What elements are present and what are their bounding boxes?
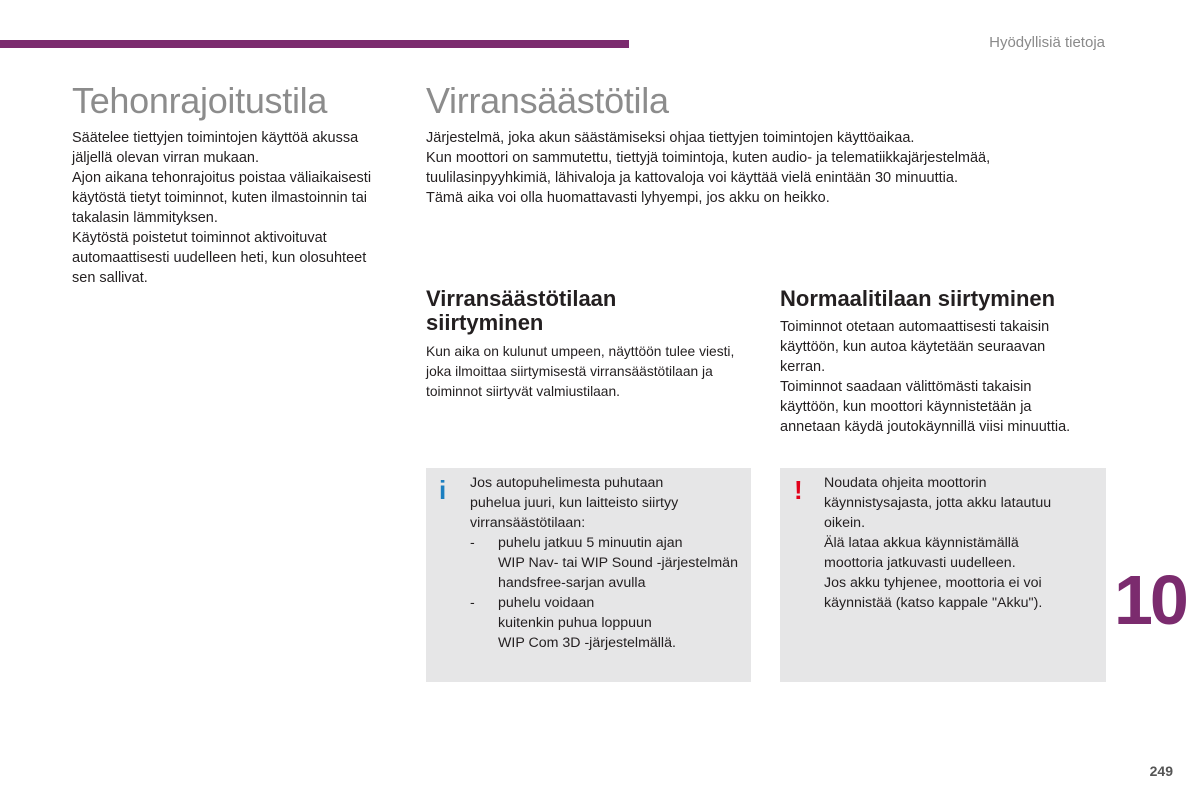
text-line: sen sallivat. <box>72 270 148 286</box>
text-line: annetaan käydä joutokäynnillä viisi minuuttia. <box>780 419 1071 435</box>
text-line: automaattisesti uudelleen heti, kun olosuhteet <box>72 250 367 266</box>
bullet-dash: - <box>470 535 475 551</box>
section-color-bar <box>0 40 629 48</box>
section-title: Hyödyllisiä tietoja <box>989 34 1105 51</box>
text-line: Toiminnot otetaan automaattisesti takaisin <box>780 319 1050 335</box>
col2-paragraph <box>780 317 1070 437</box>
text-line: Älä lataa akkua käynnistämällä <box>824 535 1019 551</box>
text-line: Säätelee tiettyjen toimintojen käyttöä akussa <box>72 130 359 146</box>
heading-line: Virransäästötilaan <box>426 286 617 311</box>
warning-box-text <box>824 473 1051 613</box>
text-line: käyttöön, kun moottori käynnistetään ja <box>780 399 1032 415</box>
bullet-dash: - <box>470 595 475 611</box>
text-line: jäljellä olevan virran mukaan. <box>72 150 259 166</box>
text-line: puhelua juuri, kun laitteisto siirtyy <box>470 495 679 511</box>
right-paragraph <box>426 128 990 208</box>
text-line: puhelu jatkuu 5 minuutin ajan <box>498 535 683 551</box>
text-line: puhelu voidaan <box>498 595 595 611</box>
text-line: handsfree-sarjan avulla <box>498 575 646 591</box>
text-line: käyttöön, kun autoa käytetään seuraavan <box>780 339 1046 355</box>
heading-normaalitilaan-siirtyminen: Normaalitilaan siirtyminen <box>780 286 1056 311</box>
text-line: Jos autopuhelimesta puhutaan <box>470 475 664 491</box>
info-box-text <box>470 473 738 653</box>
title-virransaastotila: Virransäästötila <box>426 80 669 121</box>
page-number: 249 <box>1149 763 1173 779</box>
text-line: virransäästötilaan: <box>470 515 586 531</box>
text-line: käytöstä tietyt toiminnot, kuten ilmastoinnin tai <box>72 190 367 206</box>
left-paragraph <box>72 128 371 288</box>
text-line: Kun moottori on sammutettu, tiettyjä toimintoja, kuten audio- ja telematiikkajärjestelmää, <box>426 150 991 166</box>
text-line: Jos akku tyhjenee, moottoria ei voi <box>824 575 1042 591</box>
text-line: takalasin lämmityksen. <box>72 210 218 226</box>
text-line: Järjestelmä, joka akun säästämiseksi ohjaa tiettyjen toimintojen käyttöaikaa. <box>426 130 915 146</box>
text-line: joka ilmoittaa siirtymisestä virransäästötilaan ja <box>426 364 713 379</box>
text-line: kuitenkin puhua loppuun <box>498 615 652 631</box>
bullet-item <box>470 533 738 593</box>
text-line: tuulilasinpyyhkimiä, lähivaloja ja kattovaloja voi käyttää vielä enintään 30 minuuttia. <box>426 170 958 186</box>
warning-icon: ! <box>794 475 803 505</box>
text-line: Käytöstä poistetut toiminnot aktivoituvat <box>72 230 327 246</box>
text-line: oikein. <box>824 515 866 531</box>
info-box <box>426 468 751 682</box>
warning-box <box>780 468 1106 682</box>
text-line: Noudata ohjeita moottorin <box>824 475 987 491</box>
heading-line: siirtyminen <box>426 310 544 335</box>
text-line: toiminnot siirtyvät valmiustilaan. <box>426 384 620 399</box>
heading-virransaastotilaan-siirtyminen <box>426 287 616 335</box>
info-icon: i <box>439 475 447 505</box>
text-line: moottoria jatkuvasti uudelleen. <box>824 555 1016 571</box>
text-line: kerran. <box>780 359 826 375</box>
text-line: käynnistää (katso kappale "Akku"). <box>824 595 1043 611</box>
chapter-number: 10 <box>1114 561 1186 639</box>
text-line: Tämä aika voi olla huomattavasti lyhyempi, jos akku on heikko. <box>426 190 830 206</box>
text-line: WIP Nav- tai WIP Sound -järjestelmän <box>498 555 738 571</box>
text-line: Toiminnot saadaan välittömästi takaisin <box>780 379 1032 395</box>
col1-paragraph <box>426 342 734 402</box>
bullet-item <box>470 593 738 653</box>
title-tehonrajoitustila: Tehonrajoitustila <box>72 80 328 121</box>
text-line: WIP Com 3D -järjestelmällä. <box>498 635 676 651</box>
text-line: Ajon aikana tehonrajoitus poistaa väliaikaisesti <box>72 170 372 186</box>
text-line: Kun aika on kulunut umpeen, näyttöön tulee viesti, <box>426 344 735 359</box>
text-line: käynnistysajasta, jotta akku latautuu <box>824 495 1052 511</box>
